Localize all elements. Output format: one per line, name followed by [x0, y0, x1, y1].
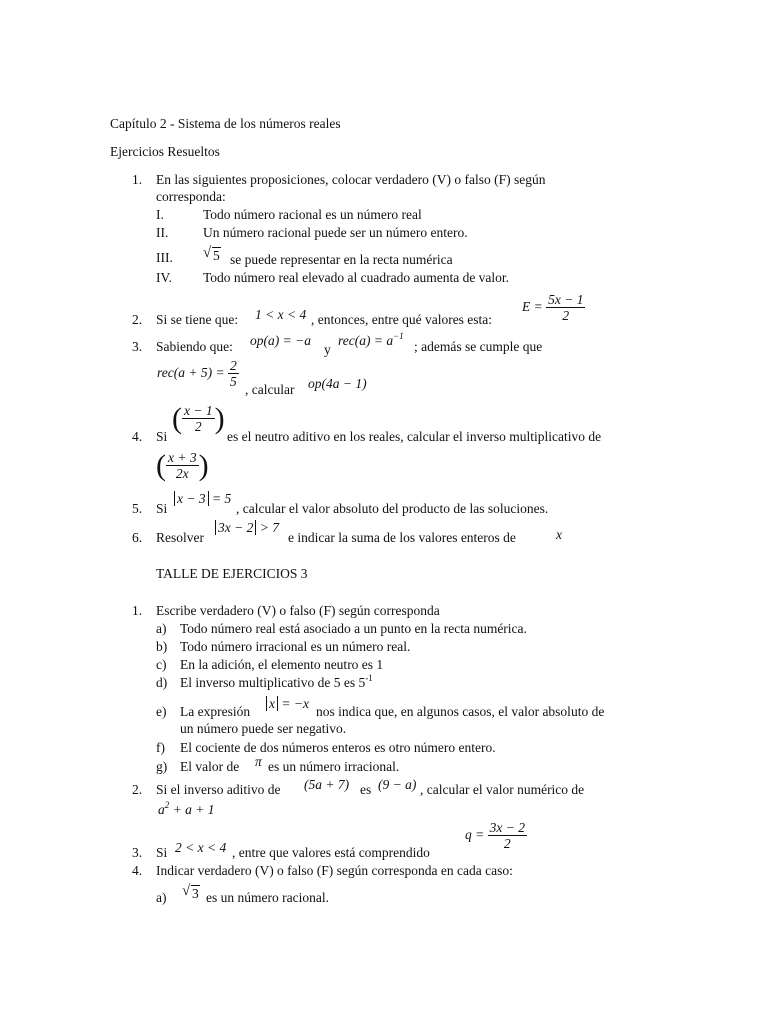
- w4-number: 4.: [132, 863, 143, 878]
- w1-item-text: Todo número irracional es un número real.: [180, 639, 411, 654]
- q1-item-text: Todo número racional es un número real: [203, 207, 422, 222]
- w1-item-label: d): [156, 675, 168, 690]
- q4-paren-fraction-2: ( $\frac{x + 3}{2x}$ ): [156, 448, 209, 482]
- q6-number: 6.: [132, 530, 143, 545]
- q4-text: es el neutro aditivo en los reales, calcular el inverso multiplicativo de: [227, 429, 602, 444]
- w2-expr2: (9 − a): [378, 777, 417, 792]
- q3-expr2: $rec(a) = a^{-1}$: [338, 331, 404, 348]
- q2-inequality: 1 < x < 4: [255, 307, 307, 322]
- sqrt-symbol: √ 5: [203, 245, 220, 263]
- w2-text: , calcular el valor numérico de: [420, 782, 585, 797]
- w1-item-text: El inverso multiplicativo de 5 es $5^{-1}$: [180, 673, 373, 690]
- q3-y: y: [324, 342, 331, 357]
- w1-item-pre: La expresión: [180, 704, 251, 719]
- section-subtitle: Ejercicios Resueltos: [110, 144, 220, 159]
- w1-item-label: c): [156, 657, 167, 672]
- w4-item-root: [182, 883, 200, 902]
- w1-number: 1.: [132, 603, 143, 618]
- q3-fraction-expr: rec(a + 5) = $\frac{2}{5}$: [157, 358, 237, 390]
- q5-number: 5.: [132, 501, 143, 516]
- q2-pre: Si se tiene que:: [156, 312, 239, 327]
- q3-post: ; además se cumple que: [414, 339, 543, 354]
- q4-pre: Si: [156, 429, 168, 444]
- q6-pre: Resolver: [156, 530, 204, 545]
- q1-number: 1.: [132, 172, 143, 187]
- fraction: $\frac{x + 3}{2x}$: [168, 450, 197, 482]
- w1-item-label: f): [156, 740, 165, 755]
- q6-text: e indicar la suma de los valores enteros de: [288, 530, 516, 545]
- w3-pre: Si: [156, 845, 168, 860]
- pi-symbol: π: [255, 754, 262, 769]
- q3-expr1: op(a) = −a: [250, 333, 311, 348]
- w3-text: , entre que valores está comprendido: [232, 845, 430, 860]
- q3-pre: Sabiendo que:: [156, 339, 233, 354]
- q1-item-text: Todo número real elevado al cuadrado aumenta de valor.: [203, 270, 510, 285]
- q2-mid: , entonces, entre qué valores esta:: [311, 312, 493, 327]
- fraction: $\frac{x - 1}{2}$: [184, 403, 213, 435]
- w2-expr3: $a^2 + a + 1$: [158, 800, 215, 817]
- q2-number: 2.: [132, 312, 143, 327]
- w1-item-text: En la adición, el elemento neutro es 1: [180, 657, 384, 672]
- w2-pre: Si el inverso aditivo de: [156, 782, 281, 797]
- w4-item-text: es un número racional.: [206, 890, 329, 905]
- sqrt-symbol: √ 3: [182, 883, 199, 901]
- q1-item-root: [203, 245, 221, 264]
- q1-item-text: Un número racional puede ser un número entero.: [203, 225, 468, 240]
- q5-abs-expr: x − 3 = 5: [174, 491, 231, 507]
- w1-item-text: es un número irracional.: [268, 759, 400, 774]
- w2-number: 2.: [132, 782, 143, 797]
- w4-item-label: a): [156, 890, 167, 905]
- w1-item-label: e): [156, 704, 167, 719]
- w1-item-pre: El valor de: [180, 759, 240, 774]
- workshop-title: TALLE DE EJERCICIOS 3: [156, 566, 308, 581]
- w1-text: Escribe verdadero (V) o falso (F) según corresponda: [156, 603, 440, 618]
- w3-fraction-expr: q = $\frac{3x - 2}{2}$: [465, 820, 525, 852]
- q4-number: 4.: [132, 429, 143, 444]
- q5-text: , calcular el valor absoluto del producto de las soluciones.: [236, 501, 549, 516]
- chapter-title: Capítulo 2 - Sistema de los números reales: [110, 116, 341, 131]
- q1-item-label: I.: [156, 207, 164, 222]
- q1-text: En las siguientes proposiciones, colocar verdadero (V) o falso (F) según: [156, 172, 546, 187]
- fraction: $\frac{5x - 1}{2}$: [548, 292, 584, 324]
- w4-text: Indicar verdadero (V) o falso (F) según corresponda en cada caso:: [156, 863, 513, 878]
- w1-item-label: g): [156, 759, 168, 774]
- q6-abs-expr: 3x − 2 > 7: [215, 520, 279, 536]
- w2-expr1: (5a + 7): [304, 777, 350, 792]
- q3-target: op(4a − 1): [308, 376, 367, 391]
- w1-item-text: Todo número real está asociado a un punto en la recta numérica.: [180, 621, 527, 636]
- w1-abs-expr: x = −x: [266, 696, 309, 712]
- w3-number: 3.: [132, 845, 143, 860]
- q1-item-label: II.: [156, 225, 169, 240]
- w1-item-label: a): [156, 621, 167, 636]
- q5-pre: Si: [156, 501, 168, 516]
- w1-item-text-cont: un número puede ser negativo.: [180, 721, 347, 736]
- q1-item-label: IV.: [156, 270, 172, 285]
- q1-item-text: se puede representar en la recta numérica: [230, 252, 453, 267]
- q3-number: 3.: [132, 339, 143, 354]
- w2-es: es: [360, 782, 372, 797]
- w1-item-text: nos indica que, en algunos casos, el valor absoluto de: [316, 704, 605, 719]
- q2-fraction-expr: E = $\frac{5x - 1}{2}$: [522, 292, 584, 324]
- fraction: $\frac{2}{5}$: [229, 358, 237, 390]
- fraction: $\frac{3x - 2}{2}$: [489, 820, 525, 852]
- q6-var: x: [556, 527, 562, 542]
- q1-item-label: III.: [156, 250, 173, 265]
- q3-calc: , calcular: [245, 382, 295, 397]
- w1-item-text: El cociente de dos números enteros es otro número entero.: [180, 740, 496, 755]
- w3-inequality: 2 < x < 4: [175, 840, 227, 855]
- q1-text-cont: corresponda:: [156, 189, 226, 204]
- q4-paren-fraction: ( $\frac{x - 1}{2}$ ): [172, 401, 225, 435]
- w1-item-label: b): [156, 639, 168, 654]
